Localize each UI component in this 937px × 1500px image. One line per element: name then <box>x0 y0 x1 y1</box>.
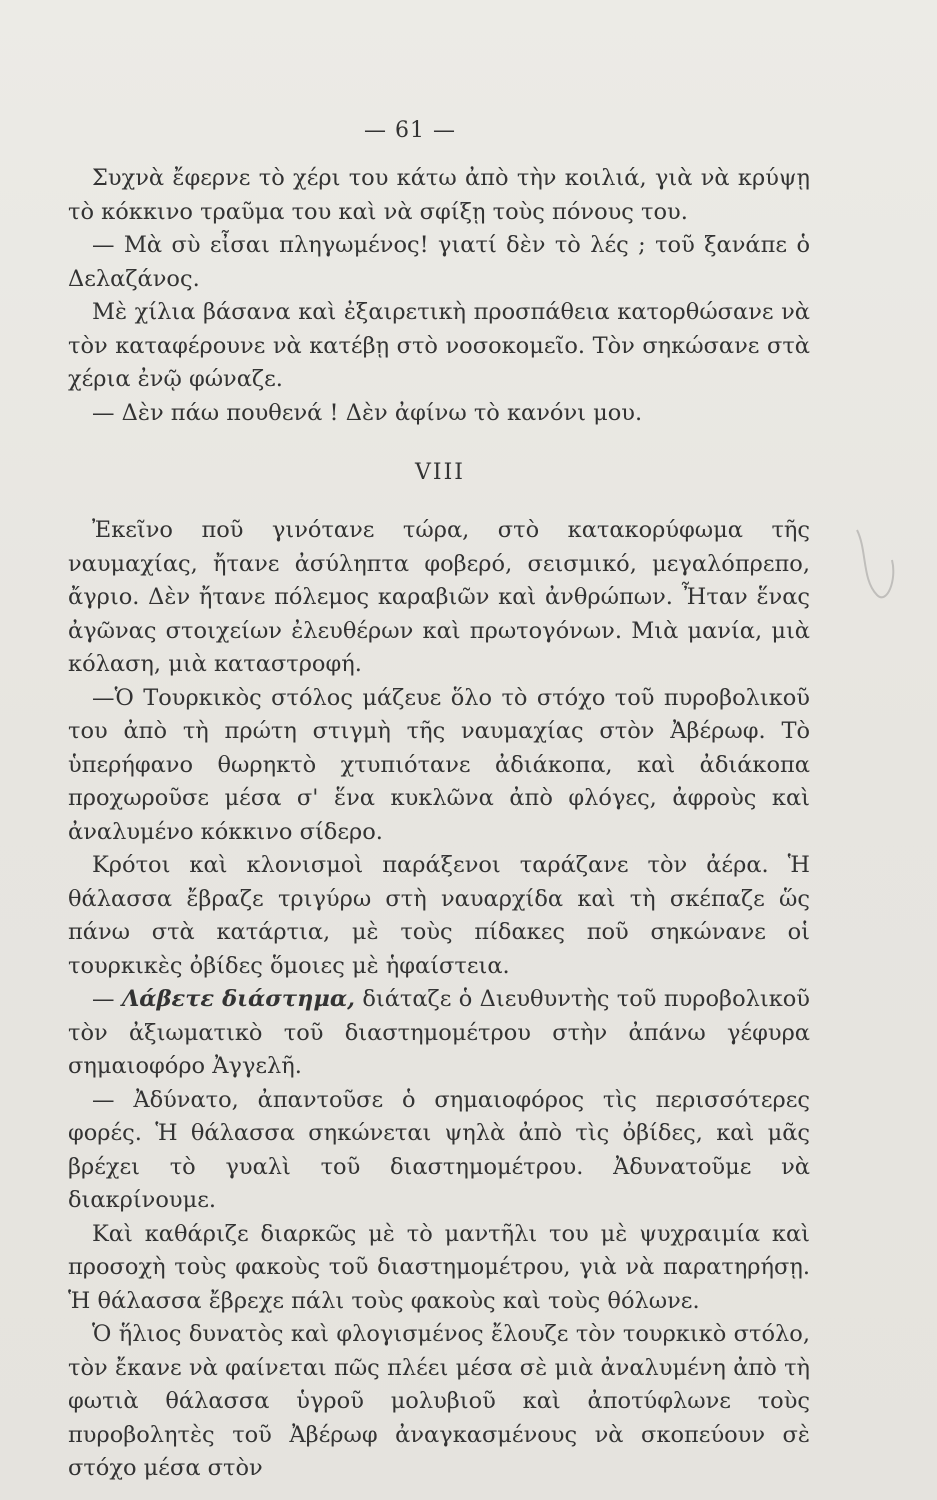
text-block-top <box>68 162 810 430</box>
command-emphasis: Λάβετε διάστημα, <box>121 986 355 1012</box>
dash: — <box>92 986 122 1012</box>
pencil-mark-icon <box>847 510 907 610</box>
page-number: — 61 — <box>364 118 456 143</box>
paragraph: — Μὰ σὺ εἶσαι πληγωμένος! γιατί δὲν τὸ λές ; τοῦ ξανάπε ὁ Δελαζάνος. <box>68 232 810 292</box>
paragraph: Μὲ χίλια βάσανα καὶ ἐξαιρετικὴ προσπάθεια κατορθώσανε νὰ τὸν καταφέρουνε νὰ κατέβῃ στὸ νοσοκομεῖο. Τὸν σηκώσανε στὰ χέρια ἐνῷ φώναζε. <box>68 299 810 392</box>
paragraph: Κρότοι καὶ κλονισμοὶ παράξενοι ταράζανε τὸν ἀέρα. Ἡ θάλασσα ἔβραζε τριγύρω στὴ ναυαρχίδα καὶ τὴ σκέπαζε ὥς πάνω στὰ κατάρτια, μὲ τοὺς πίδακες ποῦ σηκώνανε οἱ τουρκικὲς ὀβίδες ὅμοιες μὲ ἡφαίστεια. <box>68 852 810 979</box>
command-rest: διάταζε ὁ Διευθυντὴς τοῦ πυροβολικοῦ τὸν ἀξιωματικὸ τοῦ διαστημομέτρου στὴν ἀπάνω γέφυρα σημαιοφόρο Ἀγγελῆ. <box>68 986 810 1079</box>
paragraph: — Ἀδύνατο, ἀπαντοῦσε ὁ σημαιοφόρος τὶς περισσότερες φορές. Ἡ θάλασσα σηκώνεται ψηλὰ ἀπὸ τὶς ὀβίδες, καὶ μᾶς βρέχει τὸ γυαλὶ τοῦ διαστημομέτρου. Ἀδυνατοῦμε νὰ διακρίνουμε. <box>68 1086 810 1213</box>
paragraph: — Δὲν πάω πουθενά ! Δὲν ἀφίνω τὸ κανόνι μου. <box>92 399 643 426</box>
paragraph: Ὁ ἥλιος δυνατὸς καὶ φλογισμένος ἔλουζε τὸν τουρκικὸ στόλο, τὸν ἔκανε νὰ φαίνεται πῶς πλέει μέσα σὲ μιὰ ἀναλυμένη ἀπὸ τὴ φωτιὰ θάλασσα ὑγροῦ μολυβιοῦ καὶ ἀποτύφλωνε τοὺς πυροβολητὲς τοῦ Ἀβέρωφ ἀναγκασμένους νὰ σκοπεύουν σὲ στόχο μέσα στὸν <box>68 1321 810 1481</box>
paragraph: —Ὁ Τουρκικὸς στόλος μάζευε ὅλο τὸ στόχο τοῦ πυροβολικοῦ του ἀπὸ τὴ πρώτη στιγμὴ τῆς ναυμαχίας στὸν Ἀβέρωφ. Τὸ ὑπερήφανο θωρηκτὸ χτυπιότανε ἀδιάκοπα, καὶ ἀδιάκοπα προχωροῦσε μέσα σ' ἕνα κυκλῶνα ἀπὸ φλόγες, ἀφροὺς καὶ ἀναλυμένο κόκκινο σίδερο. <box>68 684 810 845</box>
command-paragraph <box>68 983 810 1084</box>
paragraph: Καὶ καθάριζε διαρκῶς μὲ τὸ μαντῆλι του μὲ ψυχραιμία καὶ προσοχὴ τοὺς φακοὺς τοῦ διαστημομέτρου, γιὰ νὰ παρατηρήσῃ. Ἡ θάλασσα ἔβρεχε πάλι τοὺς φακοὺς καὶ τοὺς θόλωνε. <box>68 1220 810 1314</box>
section-heading: VIII <box>415 460 465 485</box>
text-block-bottom <box>68 514 810 1486</box>
paragraph: Ἐκεῖνο ποῦ γινότανε τώρα, στὸ κατακορύφωμα τῆς ναυμαχίας, ἤτανε ἀσύληπτα φοβερό, σεισμικό, μεγαλόπρεπο, ἄγριο. Δὲν ἤτανε πόλεμος καραβιῶν καὶ ἀνθρώπων. Ἦταν ἕνας ἀγῶνας στοιχείων ἐλευθέρων καὶ πρωτογόνων. Μιὰ μανία, μιὰ κόλαση, μιὰ καταστροφή. <box>68 517 810 677</box>
paragraph: Συχνὰ ἔφερνε τὸ χέρι του κάτω ἀπὸ τὴν κοιλιά, γιὰ νὰ κρύψῃ τὸ κόκκινο τραῦμα του καὶ νὰ σφίξῃ τοὺς πόνους του. <box>68 165 810 225</box>
